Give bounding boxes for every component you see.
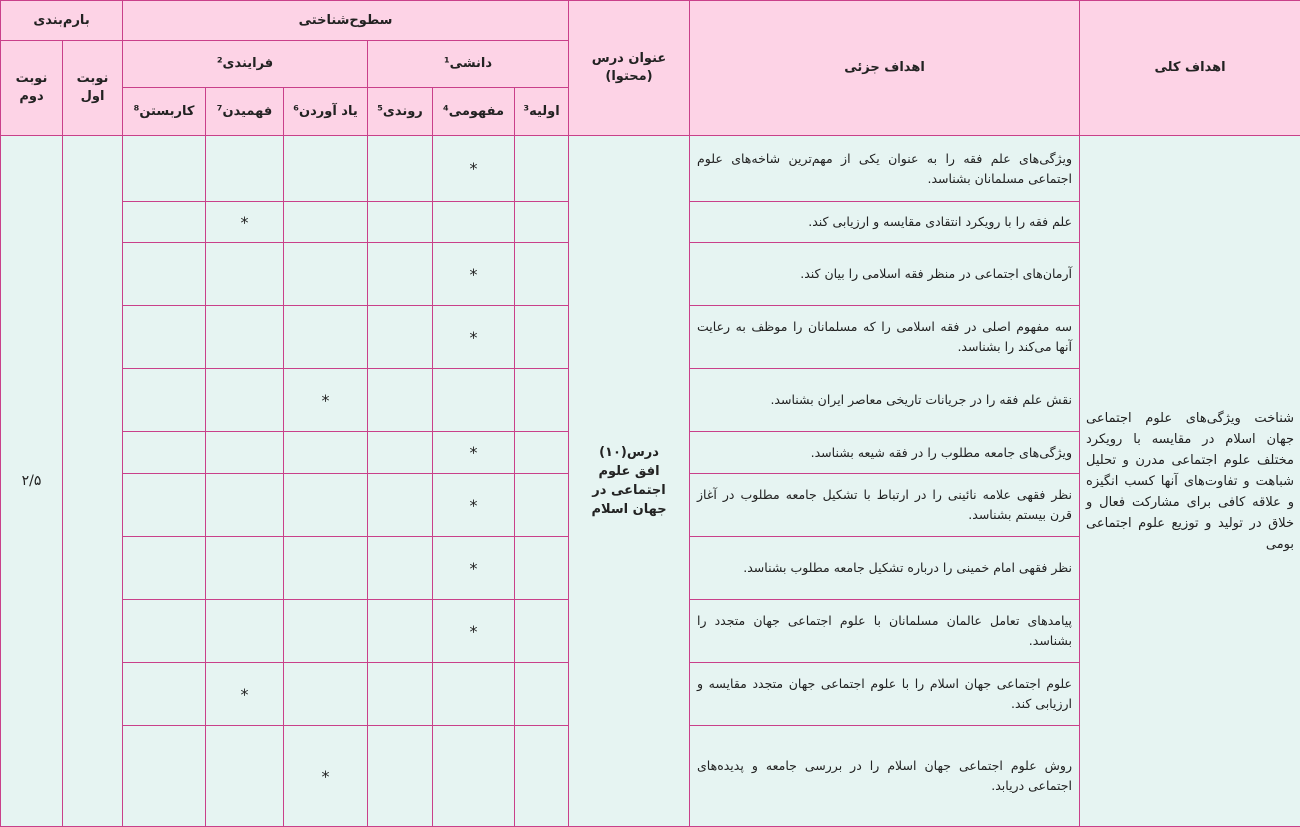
level-cell-understanding bbox=[206, 663, 284, 726]
level-cell-applying bbox=[123, 600, 206, 663]
level-cell-applying bbox=[123, 243, 206, 306]
level-cell-conceptual bbox=[433, 474, 515, 537]
second-term-header: نوبت دوم bbox=[1, 41, 63, 136]
specific-goal-text: روش علوم اجتماعی جهان اسلام را در بررسی جامعه و پدیده‌های اجتماعی دریابد. bbox=[690, 726, 1080, 827]
level-cell-applying bbox=[123, 136, 206, 202]
specific-goal-text: علم فقه را با رویکرد انتقادی مقایسه و ارزیابی کند. bbox=[690, 202, 1080, 243]
level-cell-recall bbox=[284, 663, 368, 726]
specific-goal-text: ویژگی‌های علم فقه را به عنوان یکی از مهم‌ترین شاخه‌های علوم اجتماعی مسلمانان بشناسد. bbox=[690, 136, 1080, 202]
level-cell-applying bbox=[123, 537, 206, 600]
level-cell-conceptual bbox=[433, 136, 515, 202]
level-cell-applying bbox=[123, 474, 206, 537]
level-cell-initial bbox=[515, 369, 569, 432]
general-goals-header: اهداف کلی bbox=[1080, 1, 1300, 136]
initial-header: اولیه³ bbox=[515, 88, 569, 136]
level-mark: * bbox=[469, 495, 478, 515]
level-cell-initial bbox=[515, 600, 569, 663]
level-cell-initial bbox=[515, 432, 569, 474]
level-cell-recall bbox=[284, 202, 368, 243]
first-term-header: نوبت اول bbox=[63, 41, 123, 136]
knowledge-header: دانشی¹ bbox=[368, 41, 569, 88]
procedural-header: روندی⁵ bbox=[368, 88, 433, 136]
level-cell-recall bbox=[284, 726, 368, 827]
level-cell-recall bbox=[284, 306, 368, 369]
level-cell-procedural bbox=[368, 243, 433, 306]
level-cell-procedural bbox=[368, 369, 433, 432]
level-cell-procedural bbox=[368, 202, 433, 243]
general-goal-text: شناخت ویژگی‌های علوم اجتماعی جهان اسلام در مقایسه با رویکرد مختلف علوم اجتماعی مدرن و تحلیل شباهت و تفاوت‌های آنها کسب انگیزه و علاقه کافی برای مشارکت فعال و خلاق در تولید و توزیع علوم اجتماعی بومی bbox=[1080, 136, 1300, 827]
level-cell-recall bbox=[284, 432, 368, 474]
level-cell-understanding bbox=[206, 537, 284, 600]
specific-goal-text: آرمان‌های اجتماعی در منظر فقه اسلامی را بیان کند. bbox=[690, 243, 1080, 306]
level-cell-applying bbox=[123, 369, 206, 432]
level-cell-initial bbox=[515, 537, 569, 600]
level-cell-conceptual bbox=[433, 432, 515, 474]
specific-goal-text: علوم اجتماعی جهان اسلام را با علوم اجتماعی جهان متجدد مقایسه و ارزیابی کند. bbox=[690, 663, 1080, 726]
level-mark: * bbox=[469, 327, 478, 347]
level-cell-conceptual bbox=[433, 663, 515, 726]
level-cell-understanding bbox=[206, 136, 284, 202]
level-cell-recall bbox=[284, 243, 368, 306]
conceptual-header: مفهومی⁴ bbox=[433, 88, 515, 136]
specific-goals-header: اهداف جزئی bbox=[690, 1, 1080, 136]
recall-header: یاد آوردن⁶ bbox=[284, 88, 368, 136]
level-mark: * bbox=[469, 264, 478, 284]
cognitive-levels-header: سطوح‌شناختی bbox=[123, 1, 569, 41]
level-cell-initial bbox=[515, 474, 569, 537]
level-mark: * bbox=[469, 558, 478, 578]
level-cell-initial bbox=[515, 243, 569, 306]
level-cell-understanding bbox=[206, 600, 284, 663]
level-cell-conceptual bbox=[433, 537, 515, 600]
level-mark: * bbox=[469, 159, 478, 178]
level-cell-recall bbox=[284, 369, 368, 432]
level-cell-recall bbox=[284, 537, 368, 600]
level-cell-procedural bbox=[368, 600, 433, 663]
specific-goal-text: ویژگی‌های جامعه مطلوب را در فقه شیعه بشناسد. bbox=[690, 432, 1080, 474]
understanding-header: فهمیدن⁷ bbox=[206, 88, 284, 136]
level-cell-understanding bbox=[206, 369, 284, 432]
specific-goal-text: پیامدهای تعامل عالمان مسلمانان با علوم اجتماعی جهان متجدد را بشناسد. bbox=[690, 600, 1080, 663]
level-cell-procedural bbox=[368, 474, 433, 537]
level-cell-conceptual bbox=[433, 369, 515, 432]
applying-header: کاربستن⁸ bbox=[123, 88, 206, 136]
lesson-content: درس(۱۰) افق علوم اجتماعی در جهان اسلام bbox=[569, 136, 690, 827]
table-row bbox=[1, 136, 1300, 202]
level-mark: * bbox=[240, 212, 249, 232]
level-cell-recall bbox=[284, 600, 368, 663]
specific-goal-text: نظر فقهی علامه نائینی را در ارتباط با تشکیل جامعه مطلوب در آغاز قرن بیستم بشناسد. bbox=[690, 474, 1080, 537]
level-cell-initial bbox=[515, 202, 569, 243]
level-cell-conceptual bbox=[433, 202, 515, 243]
level-cell-procedural bbox=[368, 136, 433, 202]
level-cell-conceptual bbox=[433, 243, 515, 306]
level-mark: * bbox=[469, 621, 478, 641]
level-cell-procedural bbox=[368, 432, 433, 474]
lesson-title-header: عنوان درس (محتوا) bbox=[569, 1, 690, 136]
specific-goal-text: نقش علم فقه را در جریانات تاریخی معاصر ایران بشناسد. bbox=[690, 369, 1080, 432]
level-cell-conceptual bbox=[433, 726, 515, 827]
level-cell-initial bbox=[515, 663, 569, 726]
level-cell-initial bbox=[515, 726, 569, 827]
level-cell-procedural bbox=[368, 663, 433, 726]
level-cell-applying bbox=[123, 306, 206, 369]
level-mark: * bbox=[469, 443, 478, 462]
first-term-score bbox=[63, 136, 123, 827]
level-mark: * bbox=[321, 390, 330, 410]
level-cell-recall bbox=[284, 136, 368, 202]
level-mark: * bbox=[240, 684, 249, 704]
specific-goal-text: سه مفهوم اصلی در فقه اسلامی را که مسلمانان را موظف به رعایت آنها می‌کند را بشناسد. bbox=[690, 306, 1080, 369]
level-cell-conceptual bbox=[433, 600, 515, 663]
level-cell-understanding bbox=[206, 202, 284, 243]
level-cell-conceptual bbox=[433, 306, 515, 369]
level-cell-procedural bbox=[368, 726, 433, 827]
scoring-header: بارم‌بندی bbox=[1, 1, 123, 41]
level-cell-recall bbox=[284, 474, 368, 537]
level-cell-understanding bbox=[206, 432, 284, 474]
level-cell-understanding bbox=[206, 726, 284, 827]
level-cell-initial bbox=[515, 136, 569, 202]
level-cell-applying bbox=[123, 202, 206, 243]
level-cell-understanding bbox=[206, 474, 284, 537]
level-cell-procedural bbox=[368, 306, 433, 369]
second-term-score: ۲/۵ bbox=[1, 136, 63, 827]
level-cell-applying bbox=[123, 663, 206, 726]
level-cell-applying bbox=[123, 726, 206, 827]
level-cell-procedural bbox=[368, 537, 433, 600]
level-cell-applying bbox=[123, 432, 206, 474]
level-cell-understanding bbox=[206, 243, 284, 306]
level-mark: * bbox=[321, 766, 330, 786]
specific-goal-text: نظر فقهی امام خمینی را درباره تشکیل جامعه مطلوب بشناسد. bbox=[690, 537, 1080, 600]
level-cell-understanding bbox=[206, 306, 284, 369]
process-header: فرایندی² bbox=[123, 41, 368, 88]
level-cell-initial bbox=[515, 306, 569, 369]
